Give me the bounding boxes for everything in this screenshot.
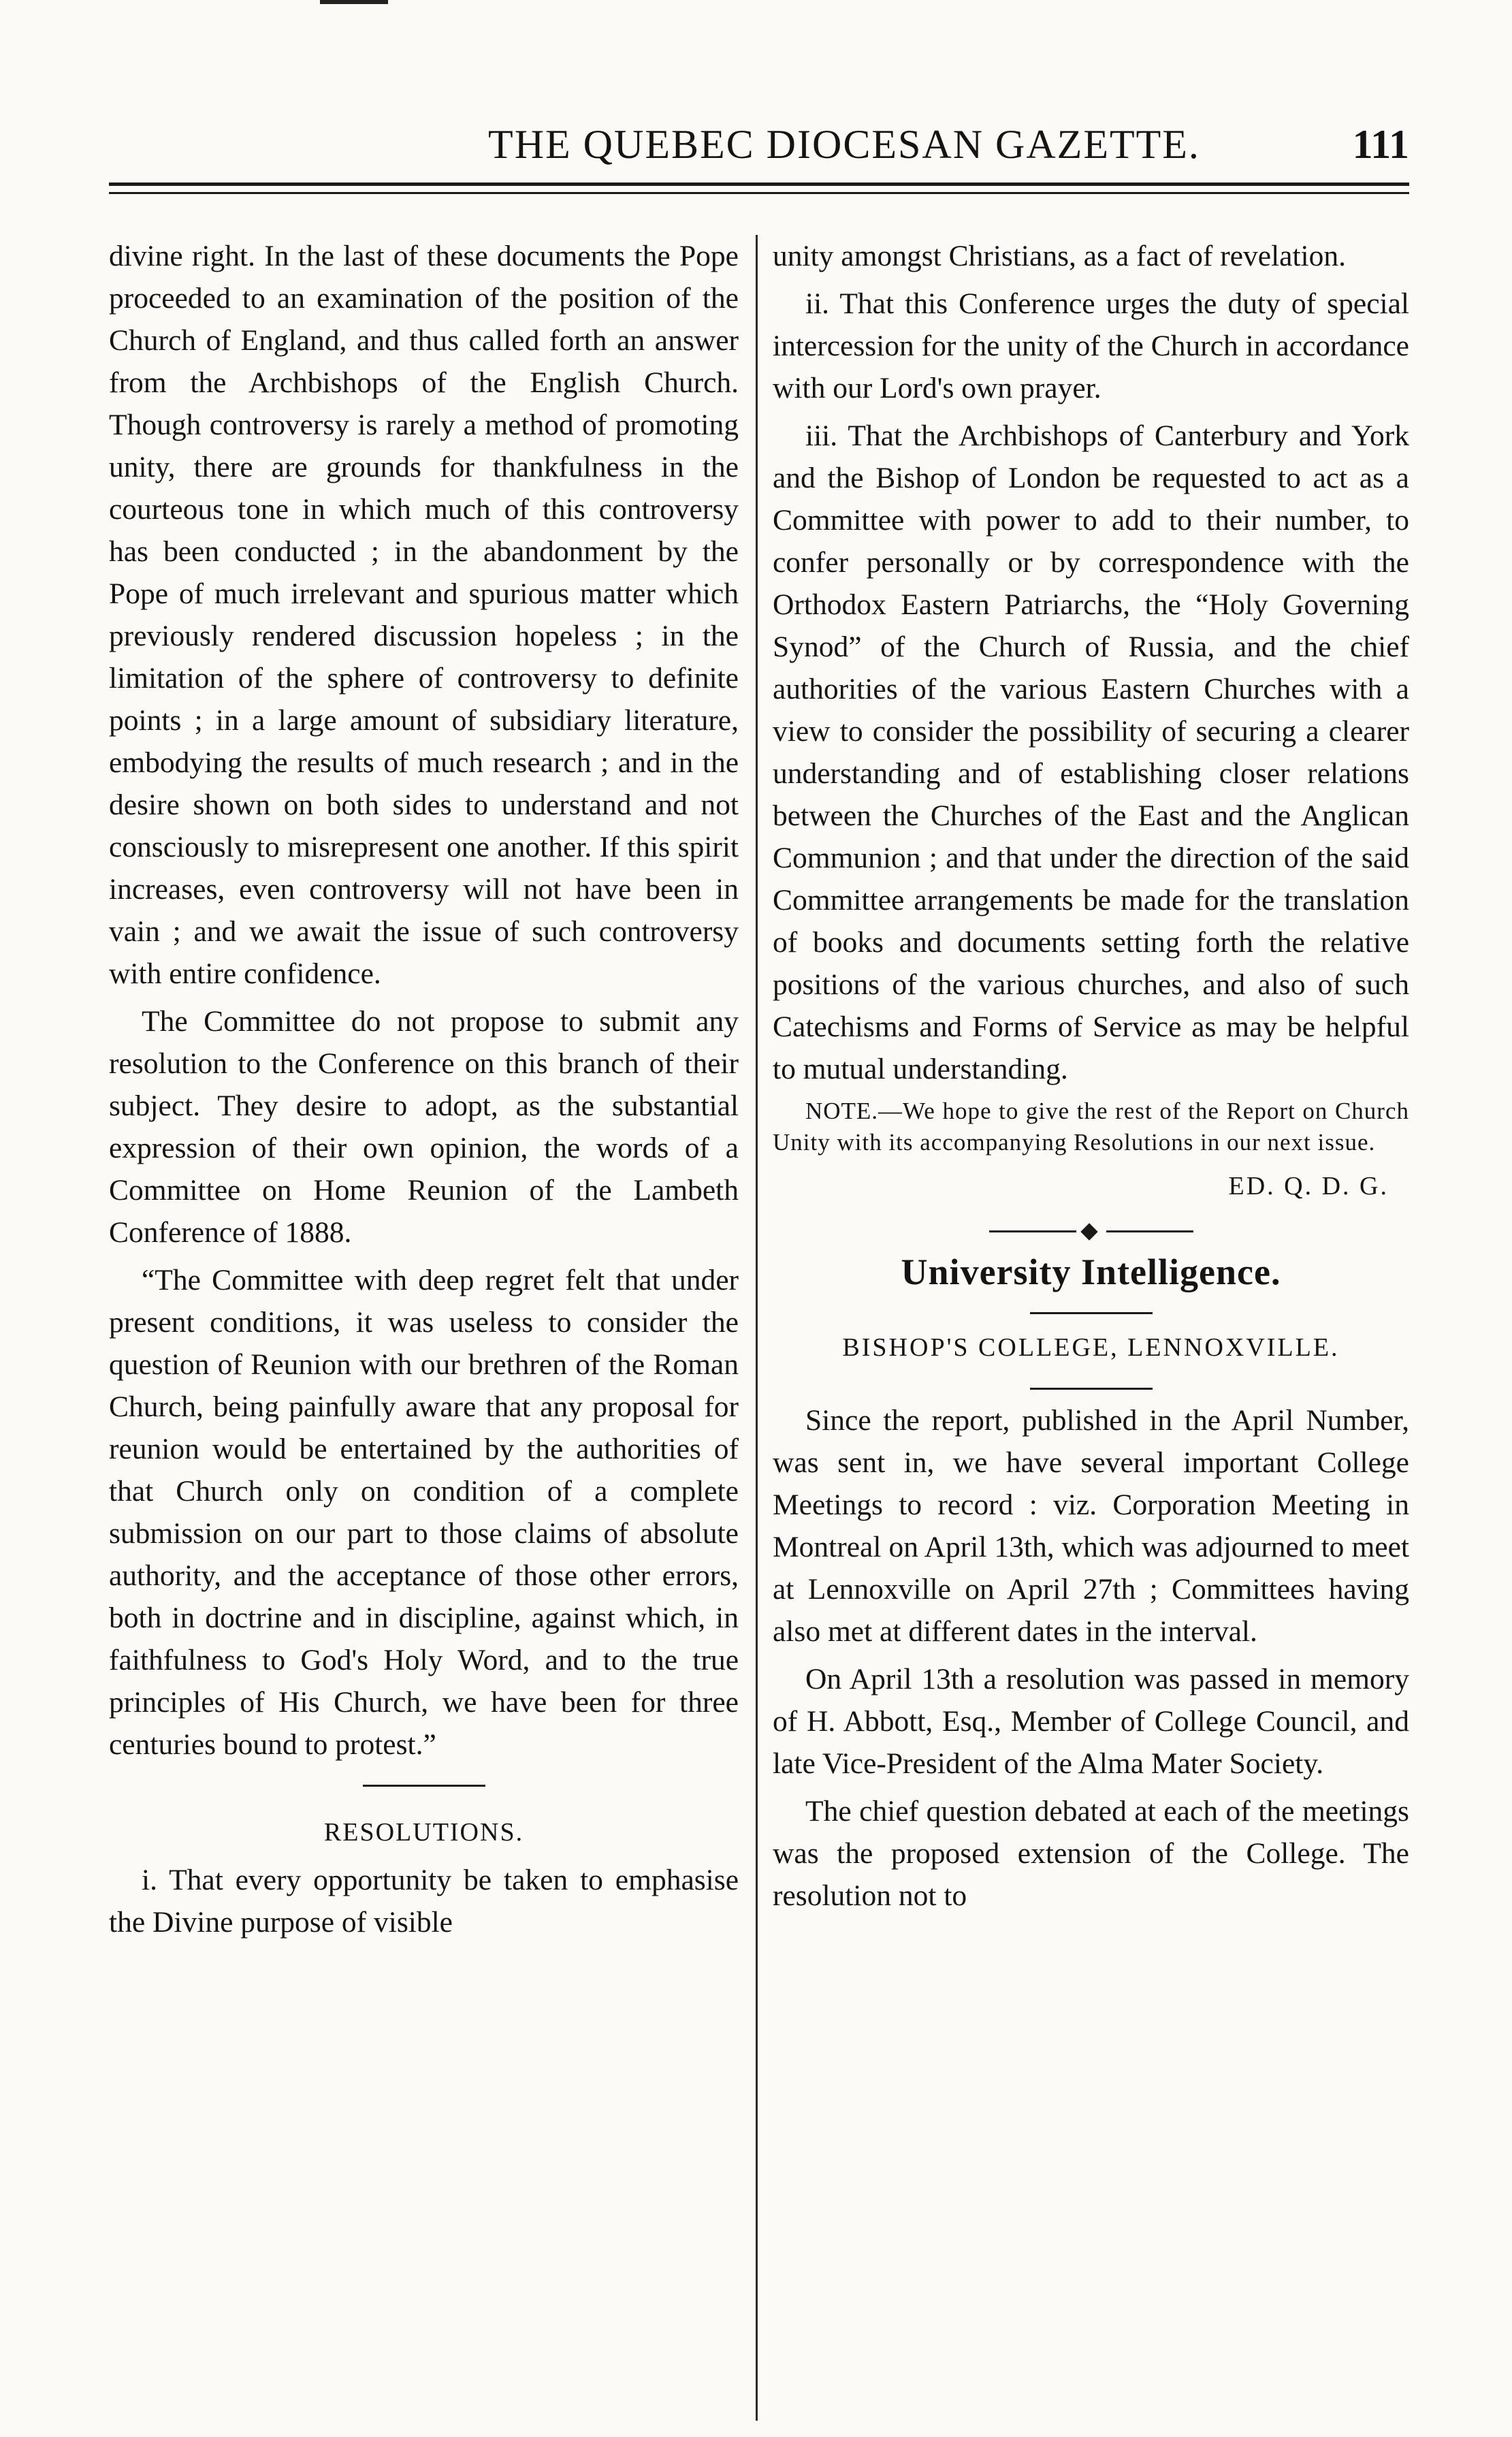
ornamental-divider bbox=[989, 1224, 1193, 1239]
short-divider-2 bbox=[1030, 1388, 1153, 1390]
left-paragraph-1: divine right. In the last of these documents the Pope proceeded to an examination of the position of the Church of England, and thus called forth an answer from the Archbishops of the English Church. Though controversy is rarely a method of promoting unity, there are grounds for thankfulness in the courteous tone in which much of this controversy has been conducted ; in the abandonment by the Pope of much irrelevant and spurious matter which previously rendered discussion hopeless ; in the limitation of the sphere of controversy to definite points ; in a large amount of subsidiary literature, embodying the results of much research ; and in the desire shown on both sides to understand and not consciously to misrepresent one another. If this spirit increases, even controversy will not have been in vain ; and we await the issue of such controversy with entire confidence. bbox=[109, 240, 739, 990]
left-paragraph-quote: “The Committee with deep regret felt that under present conditions, it was useless to consider the question of Reunion with our brethren of the Roman Church, being painfully aware that any proposal for reunion would be entertained by the authorities of that Church only on condition of a complete submission on our part to those claims of absolute authority, and the acceptance of those other errors, both in doctrine and in discipline, against which, in faithfulness to God's Holy Word, and to the true principles of His Church, we have been for three centuries bound to protest.” bbox=[109, 1264, 739, 1761]
ornament-line-left bbox=[989, 1230, 1076, 1232]
short-divider bbox=[363, 1785, 485, 1787]
right-paragraph-memory: On April 13th a resolution was passed in memory of H. Abbott, Esq., Member of College Council, and late Vice-President of the Alma Mater Society. bbox=[773, 1663, 1409, 1780]
left-column bbox=[109, 235, 739, 1949]
left-paragraph-2: The Committee do not propose to submit any resolution to the Conference on this branch of their subject. They desire to adopt, as the substantial expression of their own opinion, the words of a Committee on Home Reunion of the Lambeth Conference of 1888. bbox=[109, 1005, 739, 1249]
resolution-iii: iii. That the Archbishops of Canterbury and York and the Bishop of London be requested to act as a Committee with power to add to their number, to confer personally or by correspondence with the Orthodox Eastern Patriarchs, the “Holy Governing Synod” of the Church of Russia, and the chief authorities of the various Eastern Churches with a view to consider the possibility of securing a clearer understanding and of establishing closer relations between the Churches of the East and the Anglican Communion ; and that under the direction of the said Committee arrangements be made for the translation of books and documents setting forth the relative positions of the various churches, and also of such Catechisms and Forms of Service as may be helpful to mutual understanding. bbox=[773, 419, 1409, 1085]
resolutions-heading: RESOLUTIONS. bbox=[323, 1818, 524, 1847]
right-paragraph-extension: The chief question debated at each of the meetings was the proposed extension of the College. The resolution not to bbox=[773, 1795, 1409, 1912]
page-header bbox=[109, 117, 1409, 172]
college-heading: BISHOP'S COLLEGE, LENNOXVILLE. bbox=[842, 1333, 1340, 1362]
right-paragraph-report: Since the report, published in the April Number, was sent in, we have several important College Meetings to record : viz. Corporation Meeting in Montreal on April 13th, which was adjourned to meet at Lennoxville on April 27th ; Committees having also met at different dates in the interval. bbox=[773, 1404, 1409, 1648]
ornament-diamond-icon bbox=[1080, 1223, 1097, 1240]
top-edge-mark bbox=[320, 0, 388, 4]
header-rule-thin bbox=[109, 192, 1409, 194]
resolution-ii: ii. That this Conference urges the duty of special intercession for the unity of the Church in accordance with our Lord's own prayer. bbox=[773, 287, 1409, 404]
ornament-line-right bbox=[1106, 1230, 1193, 1232]
page-number: 111 bbox=[1352, 122, 1409, 167]
short-divider-1 bbox=[1030, 1312, 1153, 1314]
column-divider bbox=[756, 235, 758, 2421]
resolution-i: i. That every opportunity be taken to emphasise the Divine purpose of visible bbox=[109, 1864, 739, 1939]
section-title: University Intelligence. bbox=[901, 1252, 1281, 1292]
header-rule bbox=[109, 182, 1409, 186]
editor-signature: ED. Q. D. G. bbox=[1228, 1172, 1389, 1200]
running-title: THE QUEBEC DIOCESAN GAZETTE. bbox=[488, 122, 1200, 167]
right-column bbox=[773, 235, 1409, 1922]
right-paragraph-1: unity amongst Christians, as a fact of revelation. bbox=[773, 240, 1347, 272]
editor-note: NOTE.—We hope to give the rest of the Report on Church Unity with its accompanying Resolutions in our next issue. bbox=[773, 1098, 1409, 1156]
